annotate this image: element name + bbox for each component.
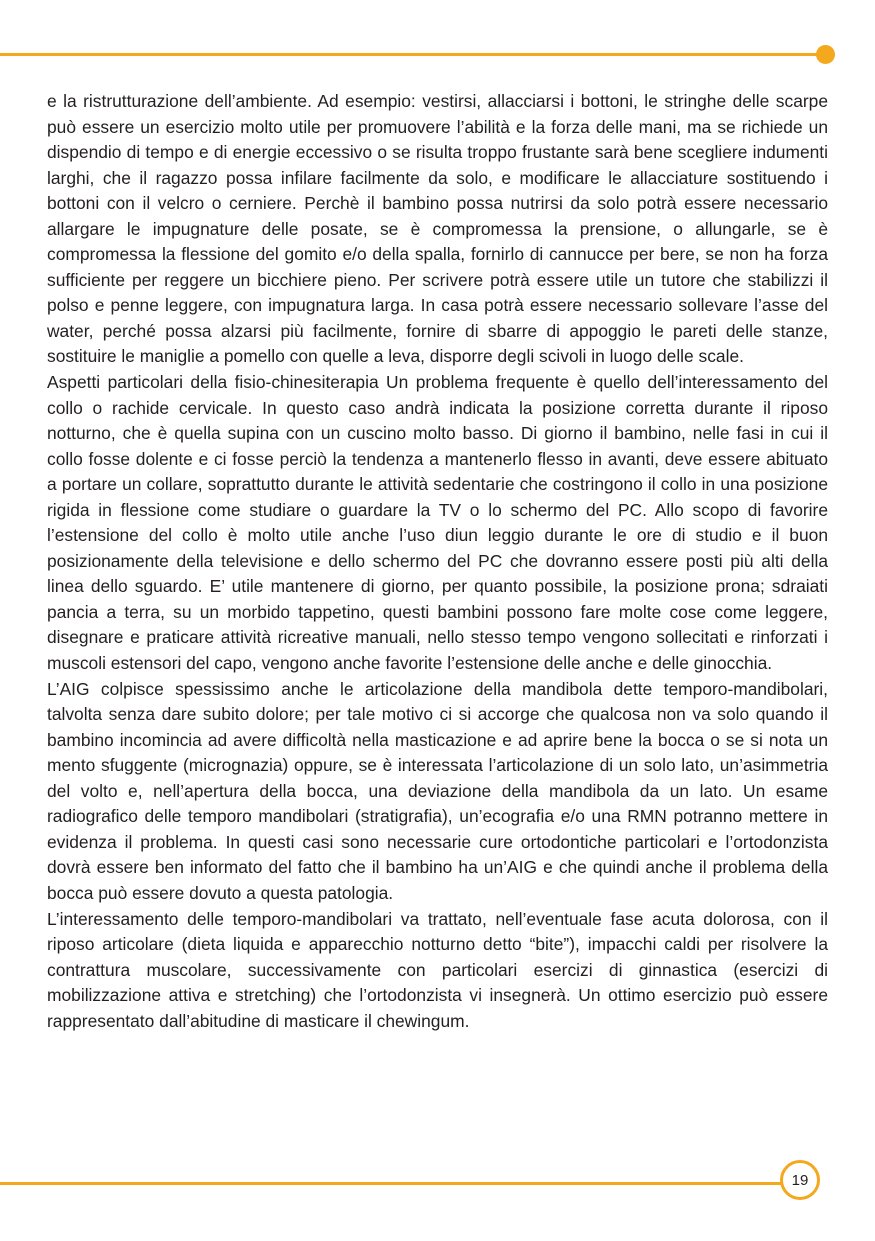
paragraph-jaw-joints: L’AIG colpisce spessissimo anche le articolazione della mandibola dette temporo-mandibolari, talvolta senza dare subito dolore; per tale motivo ci si accorge che qualcosa non va solo quando il bambino incomincia ad avere difficoltà nella masticazione e ad aprire bene la bocca o se si nota un mento sfuggente (micrognazia) oppure, se è interessata l’articolazione di un solo lato, un’asimmetria del volto e, nell’apertura della bocca, una deviazione della mandibola da un lato. Un esame radiografico delle temporo mandibolari (stratigrafia), un’ecografia e/o una RMN potranno mettere in evidenza il problema. In questi casi sono necessarie cure ortodontiche particolari e l’ortodonzista dovrà essere ben informato del fatto che il bambino ha un’AIG e che quindi anche il problema della bocca può essere dovuto a questa patologia.	[47, 678, 828, 903]
paragraph-jaw-treatment: L’interessamento delle temporo-mandibolari va trattato, nell’eventuale fase acuta dolorosa, con il riposo articolare (dieta liquida e apparecchio notturno detto “bite”), impacchi caldi per risolvere la contrattura muscolare, successivamente con particolari esercizi di ginnastica (esercizi di mobilizzazione attiva e stretching) che l’ortodonzista vi insegnerà. Un ottimo esercizio può essere rappresentato dall’abitudine di masticare il chewingum.	[47, 908, 828, 1031]
paragraph-cervical-spine: Aspetti particolari della fisio-chinesiterapia Un problema frequente è quello dell’interessamento del collo o rachide cervicale. In questo caso andrà indicata la posizione corretta durante il riposo notturno, che è quella supina con un cuscino molto basso. Di giorno il bambino, nelle fasi in cui il collo fosse dolente e ci fosse perciò la tendenza a mantenerlo flesso in avanti, deve essere abituato a portare un collare, soprattutto durante le attività sedentarie che costringono il collo in una posizione rigida in flessione come studiare o guardare la TV o lo schermo del PC. Allo scopo di favorire l’estensione del collo è molto utile anche l’uso diun leggio durante le ore di studio e il buon posizionamente della televisione e dello schermo del PC che dovranno essere posti più alti della linea dello sguardo. E’ utile mantenere di giorno, per quanto possibile, la posizione prona; sdraiati pancia a terra, su un morbido tappetino, questi bambini possono fare molte cose come leggere, disegnare e praticare attività ricreative manuali, nello stesso tempo vengono sollecitati e rinforzati i muscoli estensori del capo, vengono anche favorite l’estensione delle anche e delle ginocchia.	[47, 372, 828, 674]
body-text	[47, 89, 828, 1034]
header-rule-dot	[816, 45, 835, 64]
page-number: 19	[780, 1160, 820, 1200]
header-rule	[0, 53, 822, 56]
footer-rule	[0, 1182, 782, 1185]
paragraph-adaptive-aids: e la ristrutturazione dell’ambiente. Ad esempio: vestirsi, allacciarsi i bottoni, le stringhe delle scarpe può essere un esercizio molto utile per promuovere l’abilità e la forza delle mani, ma se richiede un dispendio di tempo e di energie eccessivo o se risulta troppo frustante sarà bene scegliere indumenti larghi, che il ragazzo possa infilare facilmente da solo, e modificare le allacciature sostituendo i bottoni con il velcro o cerniere. Perchè il bambino possa nutrirsi da solo potrà essere necessario allargare le impugnature delle posate, se è compromessa la prensione, o allungarle, se è compromessa la flessione del gomito e/o della spalla, fornirlo di cannucce per bere, se non ha forza sufficiente per reggere un bicchiere pieno. Per scrivere potrà essere utile un tutore che stabilizzi il polso e penne leggere, con impugnatura larga. In casa potrà essere necessario sollevare l’asse del water, perché possa alzarsi più facilmente, fornire di sbarre di appoggio le pareti delle stanze, sostituire le maniglie a pomello con quelle a leva, disporre degli scivoli in luogo delle scale.	[47, 91, 828, 367]
